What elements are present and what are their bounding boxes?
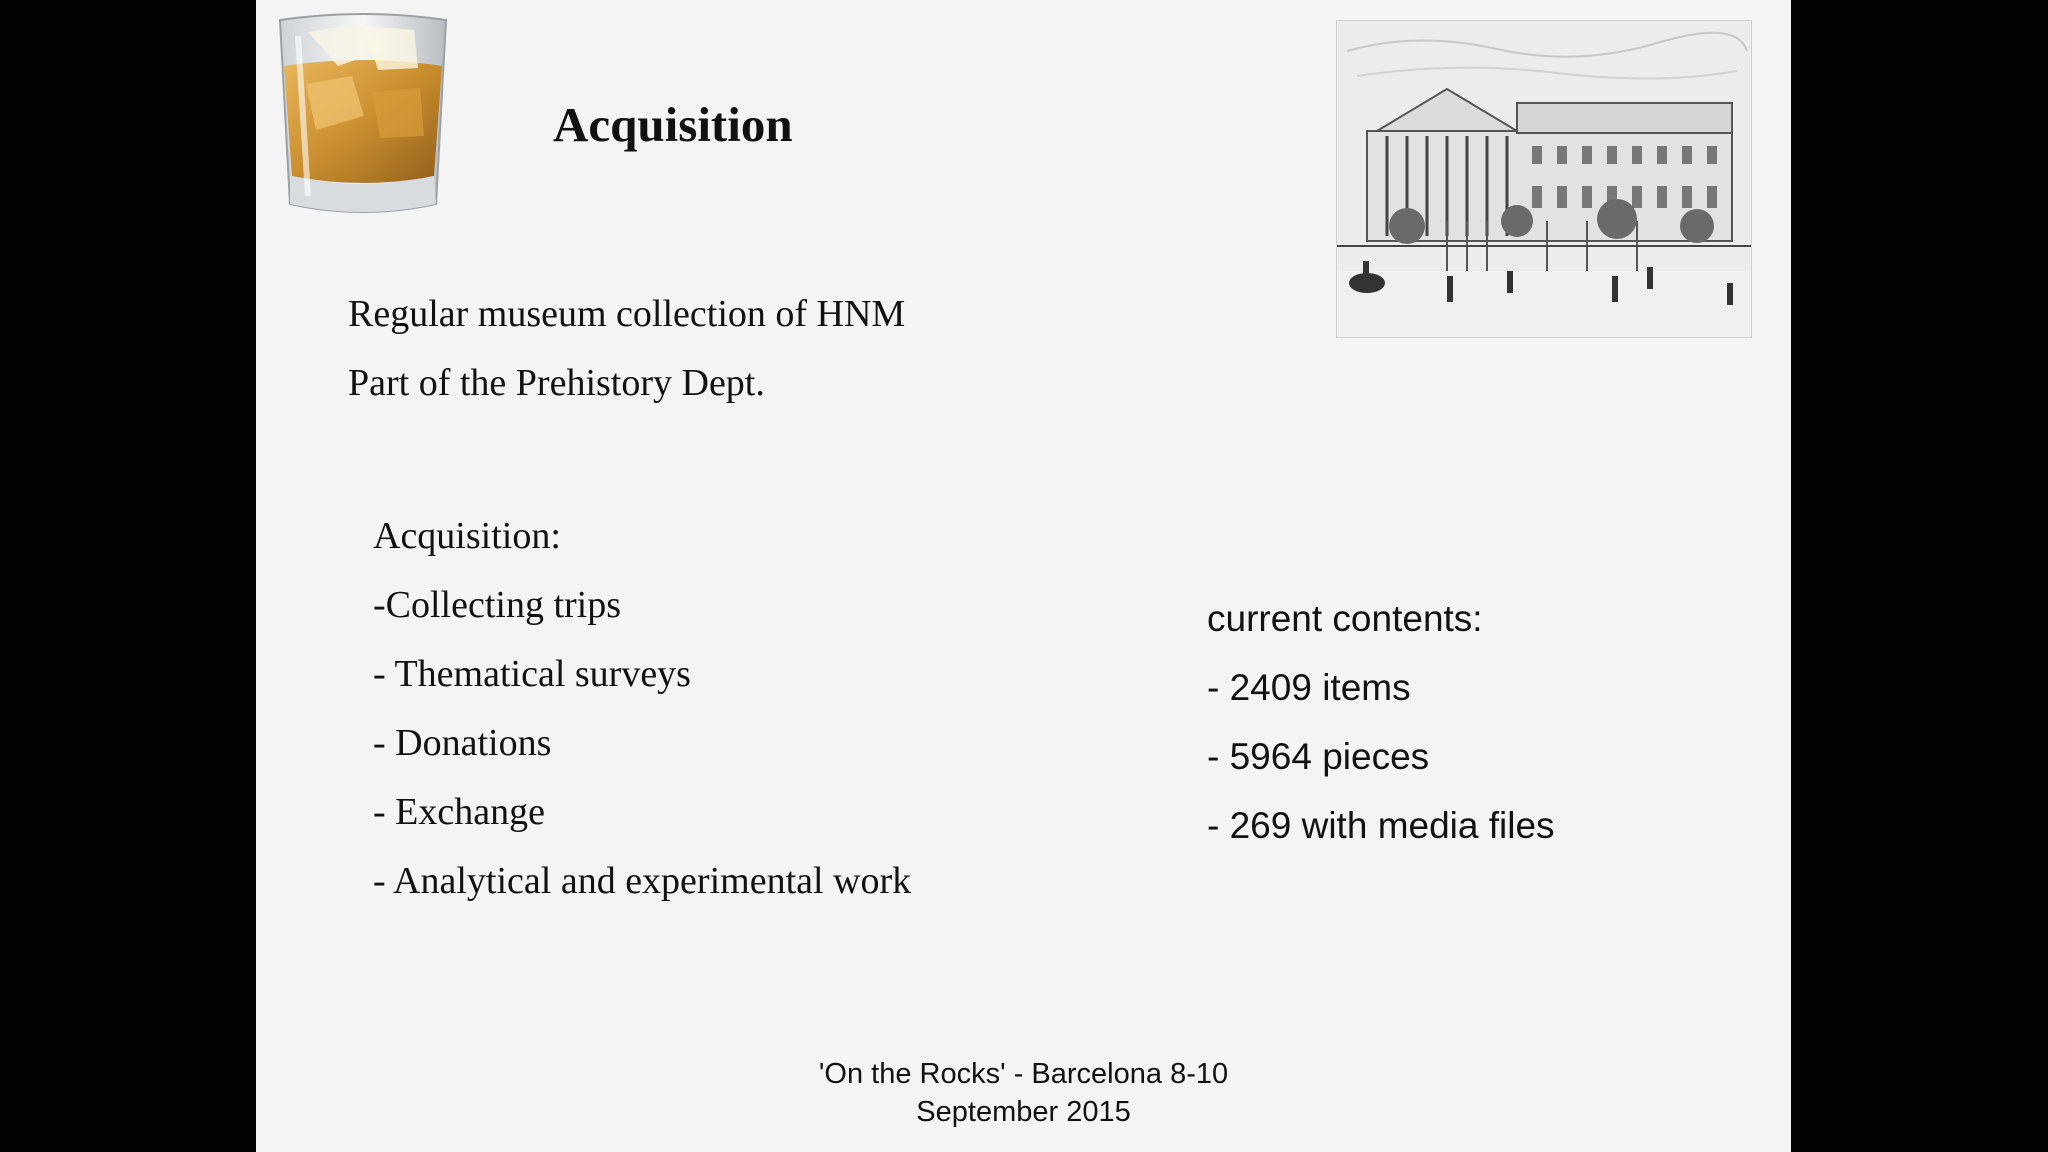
current-contents-list	[1207, 584, 1555, 860]
list-item: - Donations	[373, 722, 552, 764]
footer-line: 'On the Rocks' - Barcelona 8-10	[818, 1058, 1229, 1090]
list-item: - Analytical and experimental work	[373, 860, 912, 902]
acquisition-heading: Acquisition:	[373, 515, 561, 557]
list-item: - Exchange	[373, 791, 545, 833]
contents-heading: current contents:	[1207, 598, 1483, 639]
museum-building-icon	[1336, 20, 1752, 338]
whisky-glass-icon	[268, 6, 458, 226]
list-item: - 2409 items	[1207, 667, 1411, 708]
slide-footer	[256, 1055, 1791, 1131]
list-item: - Thematical surveys	[373, 653, 691, 695]
list-item: - 269 with media files	[1207, 805, 1555, 846]
slide-title: Acquisition	[553, 97, 793, 152]
footer-line: September 2015	[916, 1096, 1131, 1128]
list-item: -Collecting trips	[373, 584, 622, 626]
intro-line: Regular museum collection of HNM	[348, 293, 906, 335]
intro-text	[348, 280, 905, 418]
acquisition-list	[373, 502, 911, 916]
presentation-slide	[256, 0, 1791, 1152]
intro-line: Part of the Prehistory Dept.	[348, 362, 765, 404]
list-item: - 5964 pieces	[1207, 736, 1430, 777]
